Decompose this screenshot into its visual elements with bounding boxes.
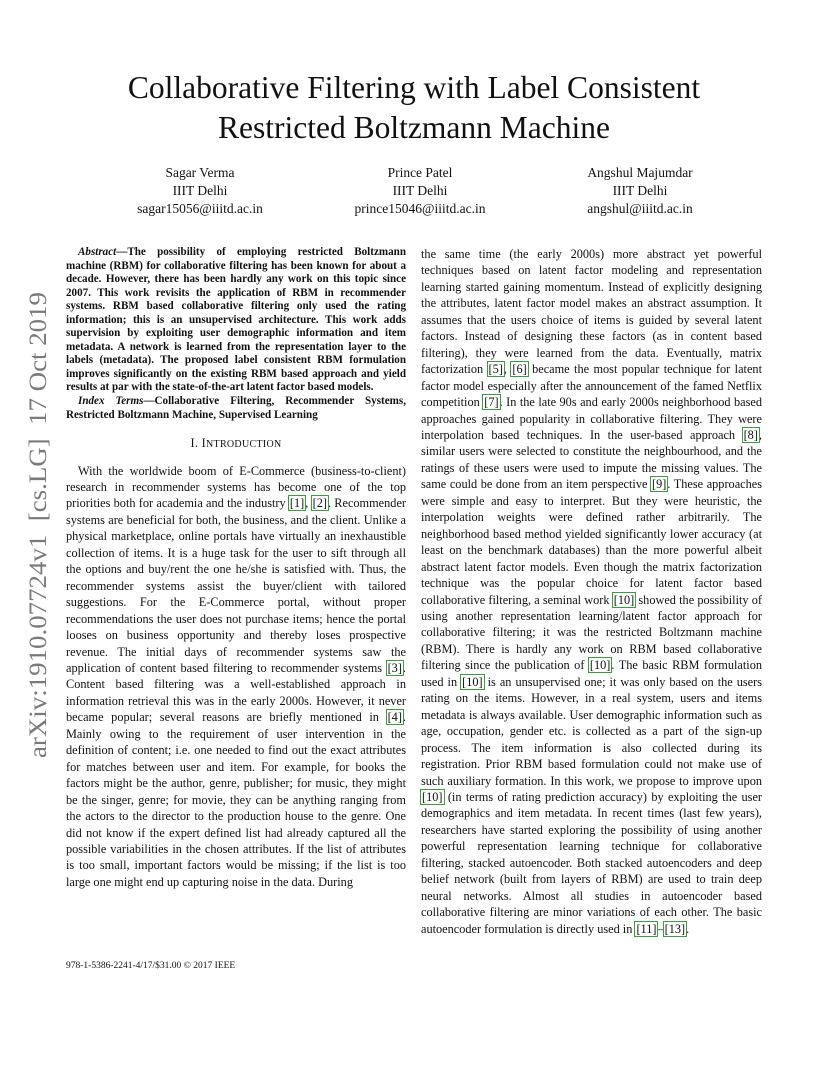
text-run: .	[686, 921, 690, 936]
index-terms	[66, 395, 406, 422]
citation-link[interactable]: [5]	[488, 362, 503, 377]
text-run: is an unsupervised one; it was only based on the users rating on the items. However, in a real system, users and items metadata is always available. User demographic information such as age, occupation, gender etc. is collected as a part of the sign-up process. The item information is also collected during its registration. Prior RBM based formulation could not make use of such auxiliary formation. In this work, we propose to improve upon	[421, 674, 762, 788]
citation-link[interactable]: [10]	[589, 658, 611, 673]
author-block	[100, 164, 740, 218]
citation-link[interactable]: [2]	[312, 496, 327, 511]
citation-link[interactable]: [3]	[387, 661, 402, 675]
citation-link[interactable]: [10]	[462, 674, 483, 689]
author-2	[320, 164, 520, 218]
author-email: sagar15056@iiitd.ac.in	[137, 201, 263, 216]
citation-link[interactable]: [7]	[484, 395, 499, 410]
text-run: –	[657, 921, 664, 936]
text-run: became the most popular technique for latent factor model especially after the announcement of the famed Netflix competition	[421, 362, 762, 410]
author-email: prince15046@iiitd.ac.in	[354, 201, 486, 216]
left-column	[66, 246, 406, 890]
author-name: Prince Patel	[387, 165, 453, 180]
citation-link[interactable]: [4]	[387, 710, 402, 725]
arxiv-stamp	[18, 292, 54, 758]
citation-link[interactable]: [13]	[664, 921, 686, 936]
author-1	[100, 164, 300, 218]
author-affiliation: IIIT Delhi	[172, 183, 228, 198]
author-email: angshul@iiitd.ac.in	[587, 201, 693, 216]
author-3	[540, 164, 740, 218]
abstract-text: —The possibility of employing restricted Boltzmann machine (RBM) for collaborative filtering has been known for about a decade. However, there has been hardly any work on this topic since 2007. This work revisits the application of RBM in recommender systems. RBM based collaborative filtering only used the rating information; this is an unsupervised architecture. This work adds supervision by exploiting user demographic information and item metadata. A network is learned from the representation layer to the labels (metadata). The proposed label consistent RBM formulation improves significantly on the existing RBM based approach and yield results at par with the state-of-the-art latent factor based models.	[66, 246, 406, 394]
citation-link[interactable]: [11]	[636, 921, 657, 936]
text-run: , similar users were selected to constitute the neighbourhood, and the ratings of these users were used to impute the missing values. The same could be done from an item perspective	[421, 427, 762, 492]
citation-link[interactable]: [1]	[289, 496, 305, 511]
section-number: I.	[190, 436, 199, 451]
paper-title	[60, 68, 768, 148]
citation-link[interactable]: [10]	[613, 592, 635, 607]
right-column	[421, 246, 762, 937]
intro-paragraph-continued	[421, 246, 762, 937]
text-run: the same time (the early 2000s) more abstract yet powerful techniques based on latent factor modeling and representation learning started gaining momentum. Instead of explicitly designing the attributes, latent factor model makes an abstract assumption. It assumes that the users choice of items is guided by several latent factors. Instead of designing these factors (as in content based filtering), they were learned from the data. Eventually, matrix factorization	[421, 247, 762, 377]
citation-link[interactable]: [9]	[652, 477, 667, 492]
text-run: showed the possibility of using another representation learning/latent factor approach for collaborative filtering; it was the restricted Boltzmann machine (RBM). There is hardly any work on RBM based collaborative filtering since the publication of	[421, 592, 762, 673]
index-terms-label: Index Terms	[78, 395, 144, 408]
author-name: Sagar Verma	[165, 165, 235, 180]
citation-link[interactable]: [8]	[743, 427, 758, 442]
citation-link[interactable]: [6]	[512, 362, 527, 377]
copyright-footer: 978-1-5386-2241-4/17/$31.00 © 2017 IEEE	[66, 961, 236, 971]
section-title-rest: NTRODUCTION	[206, 439, 282, 451]
abstract	[66, 246, 406, 395]
text-run: (in terms of rating prediction accuracy) by exploiting the user demographics and item metadata. In recent times (last few years), researchers have started exploring the possibility of using another powerful representation learning technique for collaborative filtering, stacked autoencoder. Both stacked autoencoders and deep belief network (built from layers of RBM) are used to train deep neural networks. Almost all studies in autoencoder based collaborative filtering are minor variations of each other. The basic autoencoder formulation is directly used in	[421, 789, 762, 936]
author-name: Angshul Majumdar	[587, 165, 693, 180]
text-run: . Recommender systems are beneficial for both, the business, and the client. Unlike a physical marketplace, online portals have virtually an inexhaustible collection of items. It is a huge task for the user to sift through all the options and buy/rent the one he/she is satisfied with. Thus, the recommender systems assist the buyer/client with tailored suggestions. For the E-Commerce portal, without proper recommendations the user does not purchase items; hence the portal looses on business opportunity and thereby loses prospective revenue. The initial days of recommender systems saw the application of content based filtering to recommender systems	[66, 496, 406, 675]
title-line-1: Collaborative Filtering with Label Consistent	[127, 70, 701, 105]
index-terms-text: —Collaborative Filtering, Recommender Systems, Restricted Boltzmann Machine, Supervised Learning	[66, 395, 406, 421]
author-affiliation: IIIT Delhi	[392, 183, 448, 198]
abstract-label: Abstract	[78, 246, 117, 258]
title-line-2: Restricted Boltzmann Machine	[218, 110, 610, 145]
text-run: . Content based filtering was a well-established approach in information retrieval this was in the early 2000s. However, it never became popular; several reasons are briefly mentioned in	[66, 661, 406, 725]
text-run: . These approaches were simple and easy to interpret. But they were heuristic, the interpolation weights were defined rather arbitrarily. The neighborhood based method yielded significantly lower accuracy (at least on the benchmark databases) than the more powerful albeit abstract latent factor models. Even though the matrix factorization technique was the popular choice for latent factor based collaborative filtering, a seminal work	[421, 477, 762, 607]
text-run: . Mainly owing to the requirement of user intervention in the definition of content; i.e. one needed to find out the exact attributes for matches between user and item. For example, for books the factors might be the author, genre, publisher; for music, they might be the singer, genre; for movie, they can be anything ranging from the actors to the director to the production house to the genre. One did not know if the expert defined list had already captured all the possible variabilities in the chosen attributes. If the list of attributes is too small, important factors would be missing; if the list is too large one might end up capturing noise in the data. During	[66, 710, 406, 889]
text-run: ,	[305, 496, 312, 511]
text-run: . The basic RBM formulation used in	[421, 658, 762, 689]
text-run: ,	[503, 362, 512, 377]
author-affiliation: IIIT Delhi	[612, 183, 668, 198]
citation-link[interactable]: [10]	[422, 789, 443, 804]
arxiv-stamp-text: arXiv:1910.07724v1 [cs.LG] 17 Oct 2019	[23, 316, 52, 758]
section-heading	[66, 435, 406, 453]
text-run: With the worldwide boom of E-Commerce (business-to-client) research in recommender systems has become one of the top priorities both for academia and the industry	[66, 463, 406, 511]
text-run: . In the late 90s and early 2000s neighborhood based approaches gained popularity in collaborative filtering. They were interpolation based techniques. In the user-based approach	[421, 395, 762, 442]
intro-paragraph	[66, 463, 406, 891]
section-initial: I	[201, 436, 207, 451]
